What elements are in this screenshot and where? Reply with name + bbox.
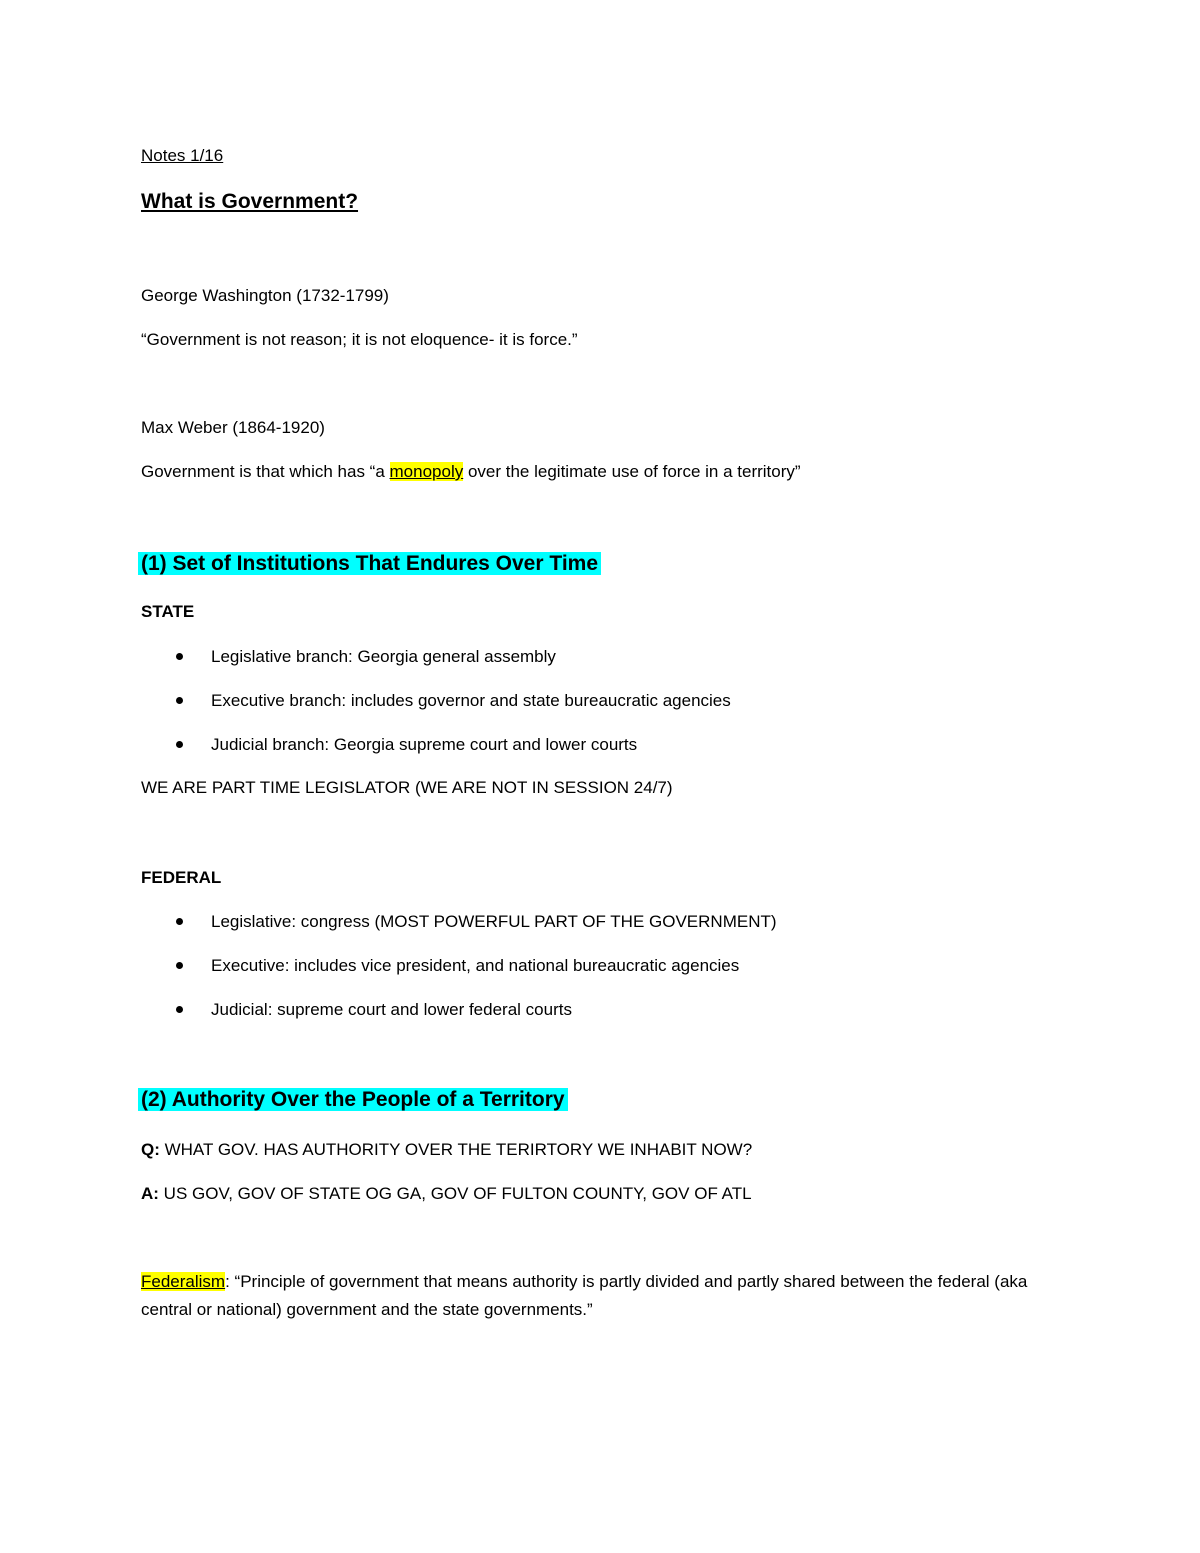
quote-author-washington: George Washington (1732-1799) (141, 286, 389, 305)
bullet-icon (176, 741, 183, 748)
quote-weber-before: Government is that which has “a (141, 462, 390, 481)
state-item-judicial: Judicial branch: Georgia supreme court and lower courts (211, 735, 638, 754)
state-note: WE ARE PART TIME LEGISLATOR (WE ARE NOT IN SESSION 24/7) (141, 778, 673, 797)
answer-label: A: (141, 1184, 159, 1203)
federal-item-executive: Executive: includes vice president, and national bureaucratic agencies (211, 956, 740, 975)
bullet-icon (176, 1006, 183, 1013)
question-label: Q: (141, 1140, 160, 1159)
page-title: What is Government? (141, 190, 359, 213)
question-line (141, 1139, 752, 1161)
section1-heading-row (141, 548, 601, 580)
state-item-executive: Executive branch: includes governor and state bureaucratic agencies (211, 691, 731, 710)
bullet-icon (176, 653, 183, 660)
quote-author-weber: Max Weber (1864-1920) (141, 418, 325, 437)
state-item-legislative: Legislative branch: Georgia general assembly (211, 647, 556, 666)
section2-heading: (2) Authority Over the People of a Territory (138, 1088, 568, 1111)
answer-text: US GOV, GOV OF STATE OG GA, GOV OF FULTON COUNTY, GOV OF ATL (158, 1184, 752, 1203)
bullet-icon (176, 697, 183, 704)
answer-line (141, 1183, 752, 1205)
quote-text-weber (141, 461, 801, 483)
quote-text-washington: “Government is not reason; it is not eloquence- it is force.” (141, 330, 578, 349)
federalism-term: Federalism (141, 1272, 226, 1291)
bullet-icon (176, 962, 183, 969)
state-label: STATE (141, 602, 195, 621)
section2-heading-row (141, 1084, 568, 1116)
federalism-definition (141, 1268, 1061, 1324)
bullet-icon (176, 918, 183, 925)
federal-item-legislative: Legislative: congress (MOST POWERFUL PART OF THE GOVERNMENT) (211, 912, 777, 931)
federal-label: FEDERAL (141, 868, 222, 887)
notes-date: Notes 1/16 (141, 146, 224, 165)
highlight-monopoly: monopoly (389, 462, 464, 481)
quote-weber-after: over the legitimate use of force in a territory” (463, 462, 801, 481)
section1-heading: (1) Set of Institutions That Endures Over Time (138, 552, 601, 575)
federal-item-judicial: Judicial: supreme court and lower federal courts (211, 1000, 572, 1019)
question-text: WHAT GOV. HAS AUTHORITY OVER THE TERIRTORY WE INHABIT NOW? (159, 1140, 753, 1159)
federalism-text: : “Principle of government that means authority is partly divided and partly shared between the federal (aka central or national) government and the state governments.” (141, 1272, 1028, 1319)
